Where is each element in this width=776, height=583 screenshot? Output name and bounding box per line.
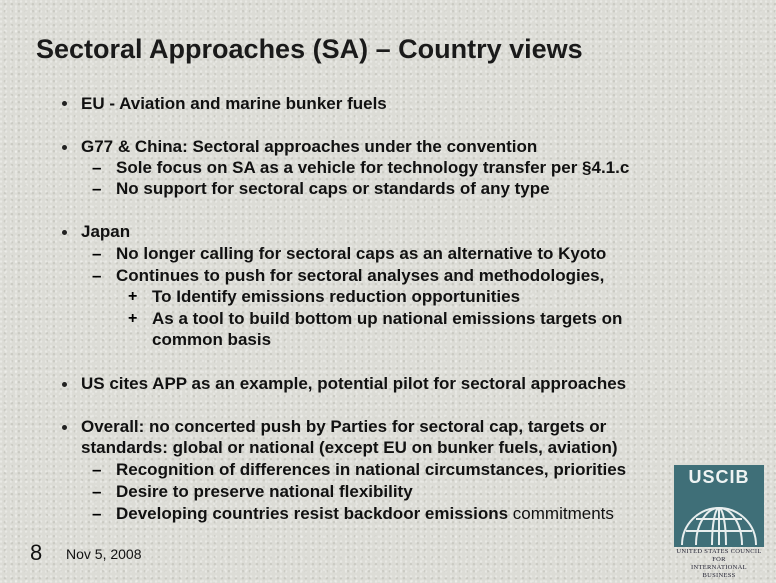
bullet-g77: G77 & China: Sectoral approaches under the convention (81, 137, 538, 156)
logo-wordmark: USCIB (674, 465, 764, 489)
bullet-dot (62, 382, 67, 387)
g77-sub-1: Sole focus on SA as a vehicle for technology transfer per §4.1.c (116, 158, 630, 177)
bullet-dot (62, 230, 67, 235)
dash-marker: – (92, 266, 102, 285)
japan-sub-1: No longer calling for sectoral caps as an alternative to Kyoto (116, 244, 607, 263)
overall-sub-1: Recognition of differences in national circumstances, priorities (116, 460, 627, 479)
slide-date: Nov 5, 2008 (66, 546, 142, 562)
plus-marker: + (128, 310, 138, 327)
dash-marker: – (92, 158, 102, 177)
overall-sub-3-tail: commitments (512, 504, 614, 523)
plus-marker: + (128, 288, 138, 305)
dash-marker: – (92, 482, 102, 501)
japan-sub-2b-line2: common basis (152, 330, 272, 349)
bullet-japan: Japan (81, 222, 131, 241)
logo-caption (674, 548, 764, 580)
logo-caption-line1: UNITED STATES COUNCIL FOR (676, 548, 762, 563)
bullet-dot (62, 425, 67, 430)
logo-caption-line2: INTERNATIONAL BUSINESS (691, 564, 747, 579)
bullet-us: US cites APP as an example, potential pilot for sectoral approaches (81, 374, 627, 393)
slide-title: Sectoral Approaches (SA) – Country views (36, 34, 583, 64)
overall-sub-3 (116, 503, 614, 524)
page-number: 8 (30, 540, 43, 565)
bullet-overall-line2: standards: global or national (except EU on bunker fuels, aviation) (81, 438, 618, 457)
uscib-logo (674, 465, 764, 579)
dash-marker: – (92, 460, 102, 479)
dash-marker: – (92, 244, 102, 263)
overall-sub-2: Desire to preserve national flexibility (116, 482, 413, 501)
bullet-overall-line1: Overall: no concerted push by Parties for sectoral cap, targets or (81, 417, 607, 436)
overall-sub-3-main: Developing countries resist backdoor emissions (116, 504, 509, 523)
japan-sub-2b-line1: As a tool to build bottom up national emissions targets on (152, 309, 623, 328)
g77-sub-2: No support for sectoral caps or standards of any type (116, 179, 550, 198)
dash-marker: – (92, 504, 102, 523)
bullet-dot (62, 145, 67, 150)
japan-sub-2: Continues to push for sectoral analyses and methodologies, (116, 266, 605, 285)
dash-marker: – (92, 179, 102, 198)
bullet-dot (62, 101, 67, 106)
bullet-eu: EU - Aviation and marine bunker fuels (81, 94, 387, 113)
japan-sub-2a: To Identify emissions reduction opportunities (152, 287, 521, 306)
globe-icon (674, 489, 764, 547)
